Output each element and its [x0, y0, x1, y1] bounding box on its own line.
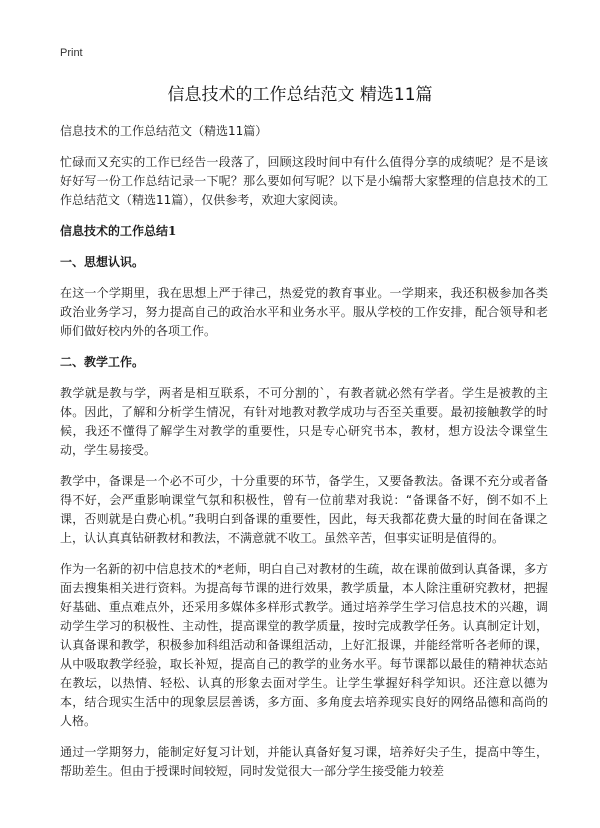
part1-heading: 一、思想认识。 — [60, 255, 145, 269]
article-body — [60, 122, 548, 793]
part2-paragraph: 通过一学期努力，能制定好复习计划，并能认真备好复习课，培养好尖子生，提高中等生，帮助差生。但由于授课时间较短，同时发觉很大一部分学生接受能力较差 — [60, 745, 548, 778]
part2-paragraph: 教学中，备课是一个必不可少，十分重要的环节，备学生，又要备教法。备课不充分或者备得不好，会严重影响课堂气氛和积极性，曾有一位前辈对我说：“备课备不好，倒不如不上课，否则就是白费心机。”我明白到备课的重要性，因此，每天我都花费大量的时间在备课之上，认认真真钻研教材和教法，不满意就不收工。虽然辛苦，但事实证明是值得的。 — [60, 474, 548, 545]
section-title: 信息技术的工作总结1 — [60, 224, 177, 238]
part2-paragraph: 作为一名新的初中信息技术的*老师，明白自己对教材的生疏，故在课前做到认真备课，多方面去搜集相关进行资料。为提高每节课的进行效果，教学质量，本人除注重研究教材，把握好基础、重点难点外，还采用多媒体多样形式教学。通过培养学生学习信息技术的兴趣，调动学生学习的积极性、主动性，提高课堂的教学质量，按时完成教学任务。认真制定计划，认真备课和教学，积极参加科组活动和备课组活动，上好汇报课，并能经常听各老师的课，从中吸取教学经验，取长补短，提高自己的教学的业务水平。每节课都以最佳的精神状态站在教坛，以热情、轻松、认真的形象去面对学生。让学生掌握好科学知识。还注意以德为本，结合现实生活中的现象层层善诱，多方面、多角度去培养现实良好的网络品德和高尚的人格。 — [60, 562, 548, 728]
print-link[interactable]: Print — [60, 47, 83, 59]
article-subtitle: 信息技术的工作总结范文（精选11篇） — [60, 124, 268, 138]
intro-paragraph: 忙碌而又充实的工作已经告一段落了，回顾这段时间中有什么值得分享的成绩呢？是不是该好好写一份工作总结记录一下呢？那么要如何写呢？以下是小编帮大家整理的信息技术的工作总结范文（精选11篇），仅供参考，欢迎大家阅读。 — [60, 155, 548, 207]
part1-paragraph: 在这一个学期里，我在思想上严于律己，热爱党的教育事业。一学期来，我还积极参加各类政治业务学习，努力提高自己的政治水平和业务水平。服从学校的工作安排，配合领导和老师们做好校内外的各项工作。 — [60, 286, 548, 338]
part2-paragraph: 教学就是教与学，两者是相互联系，不可分割的`，有教者就必然有学者。学生是被教的主体。因此，了解和分析学生情况，有针对地教对教学成功与否至关重要。最初接触教学的时候，我还不懂得了解学生对教学的重要性，只是专心研究书本，教材，想方设法令课堂生动，学生易接受。 — [60, 386, 548, 457]
part2-heading: 二、教学工作。 — [60, 355, 145, 369]
page-title: 信息技术的工作总结范文 精选11篇 — [167, 85, 433, 105]
